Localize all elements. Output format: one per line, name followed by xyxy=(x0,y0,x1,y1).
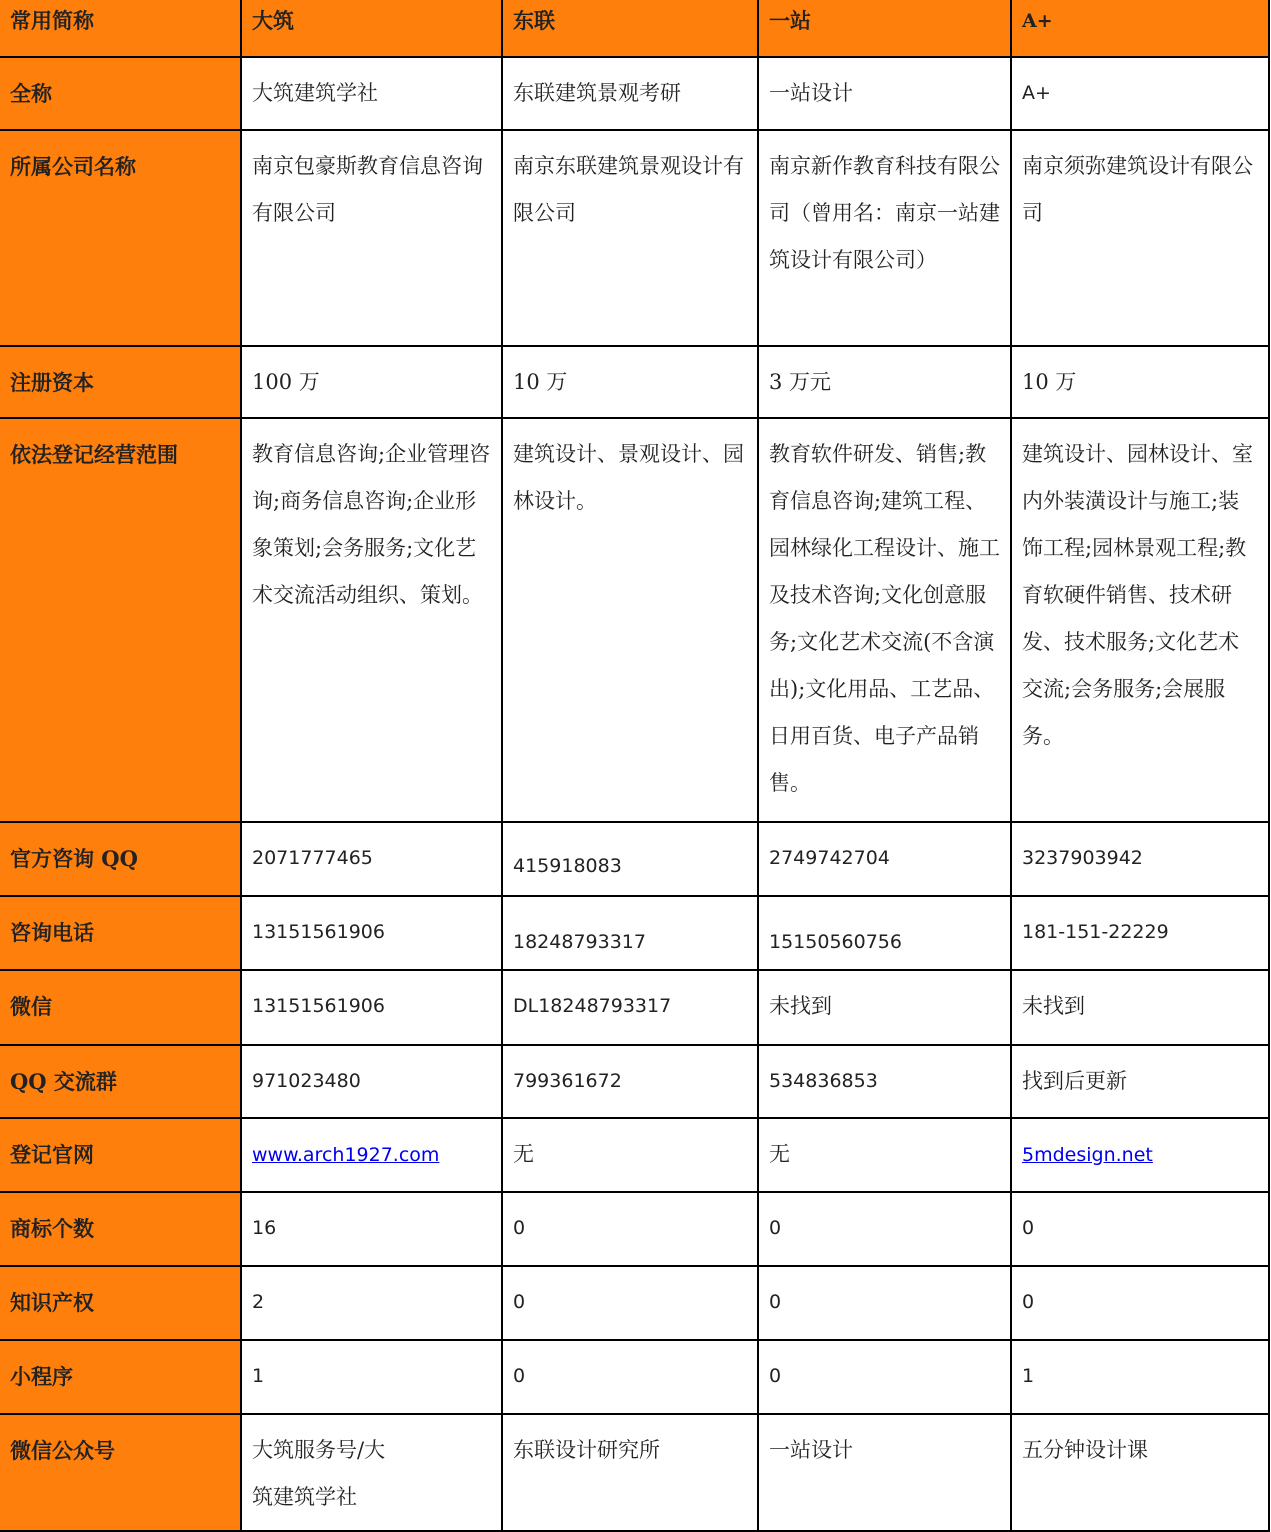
cell-value: 建筑设计、景观设计、园林设计。 xyxy=(513,442,744,513)
table-cell xyxy=(758,418,1011,822)
row-label: 依法登记经营范围 xyxy=(10,442,178,467)
row-label-cell xyxy=(0,970,241,1045)
cell-value: 10 万 xyxy=(1022,370,1077,394)
row-label-cell xyxy=(0,130,241,346)
cell-value: 2071777465 xyxy=(252,847,373,869)
cell-value: 建筑设计、园林设计、室内外装潢设计与施工;装饰工程;园林景观工程;教育软硬件销售、技术研发、技术服务;文化艺术交流;会务服务;会展服务。 xyxy=(1022,442,1253,748)
table-cell xyxy=(1011,1340,1269,1414)
cell-value: 13151561906 xyxy=(252,921,385,943)
cell-value: 南京须弥建筑设计有限公司 xyxy=(1022,154,1253,225)
website-link-aplus[interactable]: 5mdesign.net xyxy=(1022,1144,1153,1166)
cell-value: 0 xyxy=(769,1365,782,1387)
cell-value: 181-151-22229 xyxy=(1022,921,1169,943)
cell-value: 无 xyxy=(513,1142,534,1166)
table-row-full-name xyxy=(0,57,1269,130)
cell-value: 东联建筑景观考研 xyxy=(513,81,681,105)
cell-value: 10 万 xyxy=(513,370,568,394)
table-row-wechat xyxy=(0,970,1269,1045)
table-row-intellectual-property xyxy=(0,1266,1269,1340)
cell-value: 1 xyxy=(1022,1365,1035,1387)
cell-value: 未找到 xyxy=(769,994,832,1018)
cell-value: 2 xyxy=(252,1291,265,1313)
row-label: 所属公司名称 xyxy=(10,154,136,179)
table-cell xyxy=(758,822,1011,896)
cell-value: 0 xyxy=(769,1217,782,1239)
table-cell xyxy=(241,1192,502,1266)
cell-value: 971023480 xyxy=(252,1070,361,1092)
table-cell xyxy=(502,1340,758,1414)
header-cell-yizhan xyxy=(758,0,1011,57)
table-cell xyxy=(1011,346,1269,418)
table-cell xyxy=(502,1118,758,1192)
cell-value: 1 xyxy=(252,1365,265,1387)
table-cell xyxy=(241,1266,502,1340)
table-cell xyxy=(502,346,758,418)
table-row-mini-program xyxy=(0,1340,1269,1414)
table-cell xyxy=(241,1340,502,1414)
table-cell xyxy=(241,418,502,822)
row-label: 咨询电话 xyxy=(10,920,94,945)
row-label: 知识产权 xyxy=(10,1290,94,1315)
cell-value: 未找到 xyxy=(1022,994,1085,1018)
table-cell xyxy=(502,130,758,346)
row-label-cell xyxy=(0,346,241,418)
cell-value: 东联设计研究所 xyxy=(513,1438,660,1462)
header-label-cell xyxy=(0,0,241,57)
cell-value: 南京包豪斯教育信息咨询有限公司 xyxy=(252,154,483,225)
table-row-company-name xyxy=(0,130,1269,346)
cell-value: 一站设计 xyxy=(769,81,853,105)
cell-value: 0 xyxy=(513,1365,526,1387)
cell-value: 找到后更新 xyxy=(1022,1069,1127,1093)
cell-value: 大筑建筑学社 xyxy=(252,81,378,105)
table-cell xyxy=(502,1414,758,1531)
row-label: 微信公众号 xyxy=(10,1438,115,1463)
table-cell xyxy=(758,130,1011,346)
cell-value: 0 xyxy=(1022,1291,1035,1313)
cell-value: 南京东联建筑景观设计有限公司 xyxy=(513,154,744,225)
row-label-cell xyxy=(0,418,241,822)
table-row-wechat-official-account xyxy=(0,1414,1269,1531)
table-cell xyxy=(241,1045,502,1118)
cell-value: A+ xyxy=(1022,82,1051,104)
cell-value: 15150560756 xyxy=(769,931,902,953)
cell-value: 大筑服务号/大筑建筑学社 xyxy=(252,1438,386,1509)
table-cell xyxy=(241,1414,502,1531)
row-label: 全称 xyxy=(10,81,52,106)
table-row-registered-capital xyxy=(0,346,1269,418)
cell-value: 0 xyxy=(769,1291,782,1313)
cell-value: 16 xyxy=(252,1217,277,1239)
column-title: 一站 xyxy=(769,8,811,33)
table-cell xyxy=(1011,822,1269,896)
table-row-trademark-count xyxy=(0,1192,1269,1266)
row-label-cell xyxy=(0,822,241,896)
row-label: 小程序 xyxy=(10,1364,73,1389)
cell-value: 0 xyxy=(1022,1217,1035,1239)
table-cell xyxy=(502,418,758,822)
cell-value: 100 万 xyxy=(252,370,320,394)
table-cell xyxy=(758,896,1011,970)
table-cell xyxy=(241,896,502,970)
table-cell xyxy=(502,822,758,896)
table-row-official-website xyxy=(0,1118,1269,1192)
row-label: 官方咨询 QQ xyxy=(10,846,138,871)
header-row xyxy=(0,0,1269,57)
cell-value: 3237903942 xyxy=(1022,847,1143,869)
table-cell xyxy=(1011,970,1269,1045)
table-cell xyxy=(241,130,502,346)
row-label: 商标个数 xyxy=(10,1216,94,1241)
row-label-cell xyxy=(0,57,241,130)
table-cell xyxy=(758,1340,1011,1414)
table-cell xyxy=(758,1045,1011,1118)
table-row-qq-group xyxy=(0,1045,1269,1118)
row-label-cell xyxy=(0,1192,241,1266)
cell-value: 0 xyxy=(513,1217,526,1239)
table-cell xyxy=(241,822,502,896)
header-cell-dazhu xyxy=(241,0,502,57)
cell-value: DL18248793317 xyxy=(513,995,672,1017)
table-cell xyxy=(502,1266,758,1340)
table-cell xyxy=(1011,896,1269,970)
cell-value: 18248793317 xyxy=(513,931,646,953)
row-label-cell xyxy=(0,1045,241,1118)
table-cell xyxy=(502,57,758,130)
table-cell xyxy=(241,346,502,418)
column-title: A+ xyxy=(1022,10,1053,32)
row-label: 登记官网 xyxy=(10,1142,94,1167)
table-cell xyxy=(241,57,502,130)
table-cell xyxy=(758,1266,1011,1340)
table-cell xyxy=(1011,1192,1269,1266)
table-cell xyxy=(758,1192,1011,1266)
row-label-cell xyxy=(0,1414,241,1531)
table-row-phone xyxy=(0,896,1269,970)
cell-value: 五分钟设计课 xyxy=(1022,1438,1148,1462)
table-cell xyxy=(1011,1045,1269,1118)
row-label: QQ 交流群 xyxy=(10,1069,117,1094)
table-cell xyxy=(502,1045,758,1118)
header-label: 常用简称 xyxy=(10,8,94,33)
row-label-cell xyxy=(0,1118,241,1192)
table-row-business-scope xyxy=(0,418,1269,822)
table-cell xyxy=(758,57,1011,130)
cell-value: 3 万元 xyxy=(769,370,832,394)
row-label: 注册资本 xyxy=(10,370,94,395)
cell-value: 教育软件研发、销售;教育信息咨询;建筑工程、园林绿化工程设计、施工及技术咨询;文化创意服务;文化艺术交流(不含演出);文化用品、工艺品、日用百货、电子产品销售。 xyxy=(769,442,1000,795)
table-row-official-qq xyxy=(0,822,1269,896)
cell-value: 2749742704 xyxy=(769,847,890,869)
table-cell xyxy=(1011,418,1269,822)
cell-value: 南京新作教育科技有限公司（曾用名：南京一站建筑设计有限公司） xyxy=(769,154,1000,272)
table-cell xyxy=(1011,57,1269,130)
column-title: 东联 xyxy=(513,8,555,33)
table-cell xyxy=(1011,1414,1269,1531)
cell-value: 415918083 xyxy=(513,855,622,877)
table-cell xyxy=(502,1192,758,1266)
table-cell xyxy=(241,1118,502,1192)
table-cell xyxy=(758,1118,1011,1192)
table-cell xyxy=(502,970,758,1045)
header-cell-aplus xyxy=(1011,0,1269,57)
cell-value: 0 xyxy=(513,1291,526,1313)
website-link-dazhu[interactable]: www.arch1927.com xyxy=(252,1144,440,1166)
cell-value: 无 xyxy=(769,1142,790,1166)
table-cell xyxy=(1011,1266,1269,1340)
table-cell xyxy=(241,970,502,1045)
cell-value: 一站设计 xyxy=(769,1438,853,1462)
cell-value: 799361672 xyxy=(513,1070,622,1092)
header-cell-donglian xyxy=(502,0,758,57)
table-cell xyxy=(758,346,1011,418)
table-cell xyxy=(758,970,1011,1045)
column-title: 大筑 xyxy=(252,8,294,33)
cell-value: 534836853 xyxy=(769,1070,878,1092)
row-label-cell xyxy=(0,1266,241,1340)
cell-value: 教育信息咨询;企业管理咨询;商务信息咨询;企业形象策划;会务服务;文化艺术交流活动组织、策划。 xyxy=(252,442,491,607)
row-label-cell xyxy=(0,1340,241,1414)
row-label-cell xyxy=(0,896,241,970)
table-cell xyxy=(1011,1118,1269,1192)
table-cell xyxy=(502,896,758,970)
cell-value: 13151561906 xyxy=(252,995,385,1017)
row-label: 微信 xyxy=(10,994,52,1019)
table-cell xyxy=(758,1414,1011,1531)
table-cell xyxy=(1011,130,1269,346)
